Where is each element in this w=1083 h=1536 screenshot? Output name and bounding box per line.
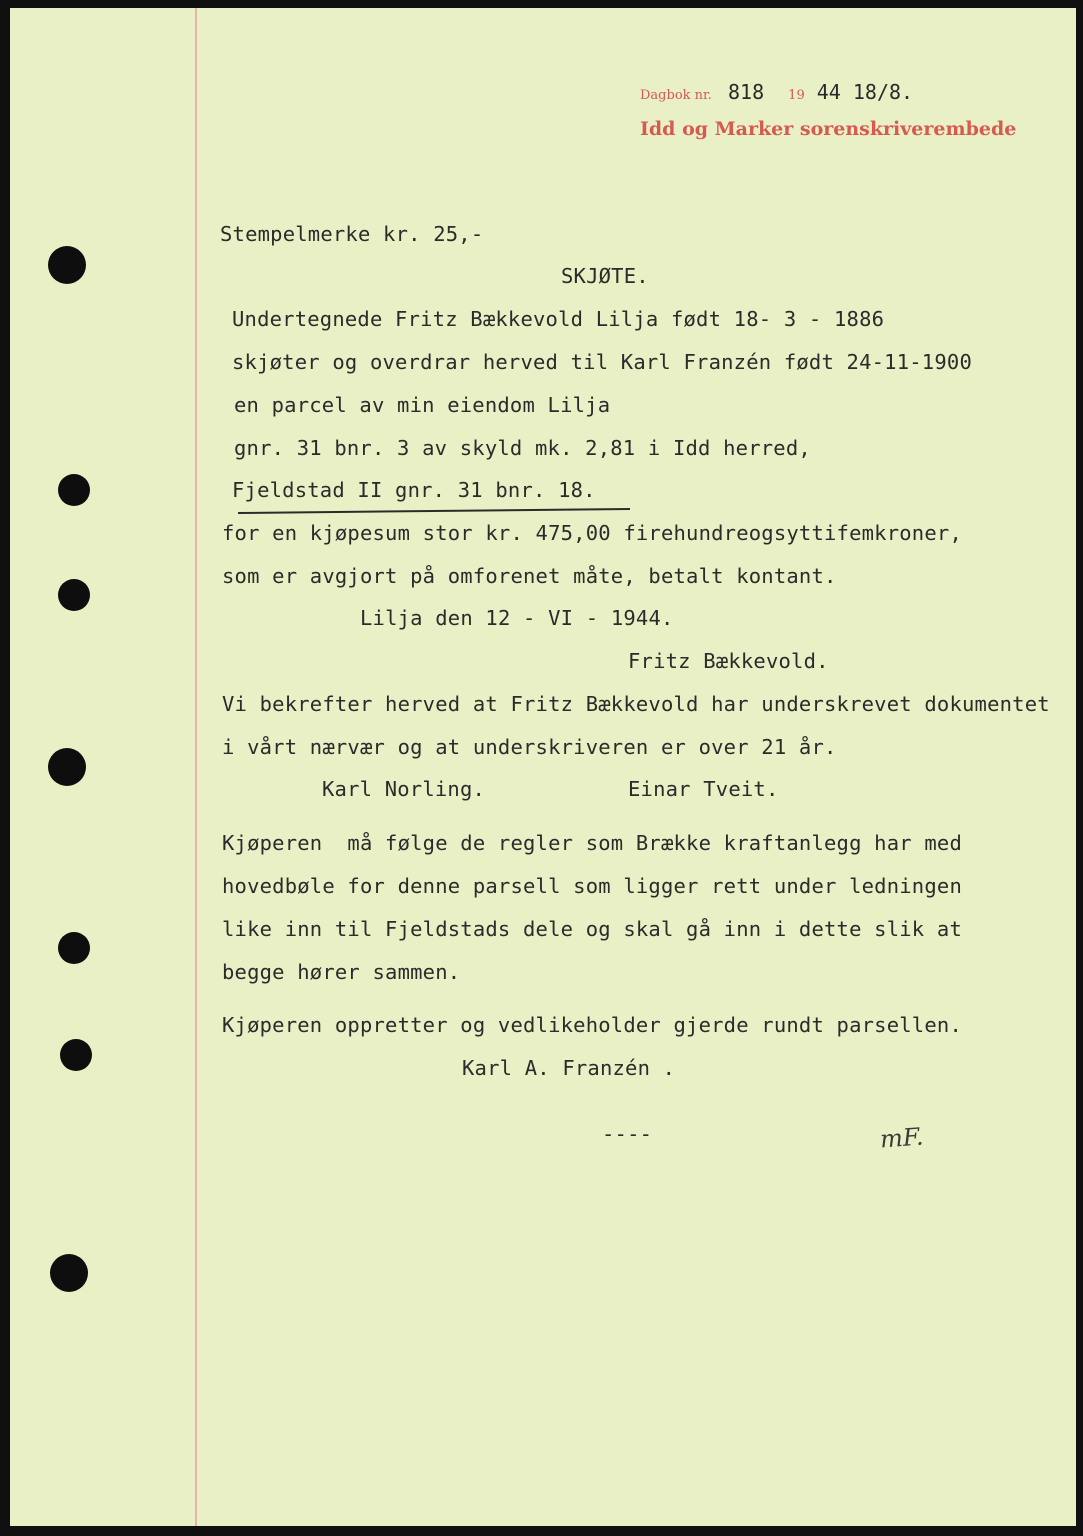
punch-hole-icon — [48, 748, 86, 786]
year-prefix: 19 — [788, 88, 805, 103]
body-line: Vi bekrefter herved at Fritz Bækkevold har underskrevet dokumentet — [222, 692, 1050, 716]
body-line: i vårt nærvær og at underskriveren er over 21 år. — [222, 735, 837, 759]
body-line: skjøter og overdrar herved til Karl Franzén født 24-11-1900 — [232, 350, 972, 374]
witness-name: Karl Norling. — [322, 777, 486, 801]
body-line: for en kjøpesum stor kr. 475,00 firehundreogsyttifemkroner, — [222, 521, 962, 545]
punch-hole-icon — [58, 932, 90, 964]
dagbok-number: 818 — [728, 80, 765, 104]
place-date-line: Lilja den 12 - VI - 1944. — [360, 606, 674, 630]
buyer-signature-line: Karl A. Franzén . — [462, 1056, 676, 1080]
body-line: hovedbøle for denne parsell som ligger rett under ledningen — [222, 874, 962, 898]
year-date: 44 18/8. — [816, 80, 914, 104]
body-line: som er avgjort på omforenet måte, betalt kontant. — [222, 564, 837, 588]
body-line: Kjøperen oppretter og vedlikeholder gjerde rundt parsellen. — [222, 1013, 962, 1037]
property-line: Fjeldstad II gnr. 31 bnr. 18. — [232, 478, 596, 502]
punch-hole-icon — [58, 474, 90, 506]
margin-line — [195, 8, 197, 1526]
body-line: gnr. 31 bnr. 3 av skyld mk. 2,81 i Idd herred, — [234, 436, 811, 460]
document-page — [10, 8, 1076, 1526]
document-title: SKJØTE. — [561, 264, 649, 288]
body-line: like inn til Fjeldstads dele og skal gå inn i dette slik at — [222, 917, 962, 941]
punch-hole-icon — [58, 579, 90, 611]
punch-hole-icon — [50, 1254, 88, 1292]
body-line: begge hører sammen. — [222, 960, 461, 984]
office-stamp: Idd og Marker sorenskriverembede — [640, 118, 1017, 140]
closing-dashes: ---- — [602, 1122, 653, 1146]
punch-hole-icon — [48, 246, 86, 284]
dagbok-label: Dagbok nr. — [640, 88, 712, 103]
witness-name: Einar Tveit. — [628, 777, 779, 801]
property-underline — [238, 508, 630, 514]
body-line: Kjøperen må følge de regler som Brække kraftanlegg har med — [222, 831, 962, 855]
dagbok-stamp — [640, 80, 913, 104]
punch-hole-icon — [60, 1039, 92, 1071]
stamp-duty-line: Stempelmerke kr. 25,- — [220, 222, 484, 246]
body-line: en parcel av min eiendom Lilja — [234, 393, 611, 417]
handwritten-initials: mF. — [879, 1122, 925, 1154]
body-line: Undertegnede Fritz Bækkevold Lilja født 18- 3 - 1886 — [232, 307, 885, 331]
seller-signature-line: Fritz Bækkevold. — [628, 649, 829, 673]
